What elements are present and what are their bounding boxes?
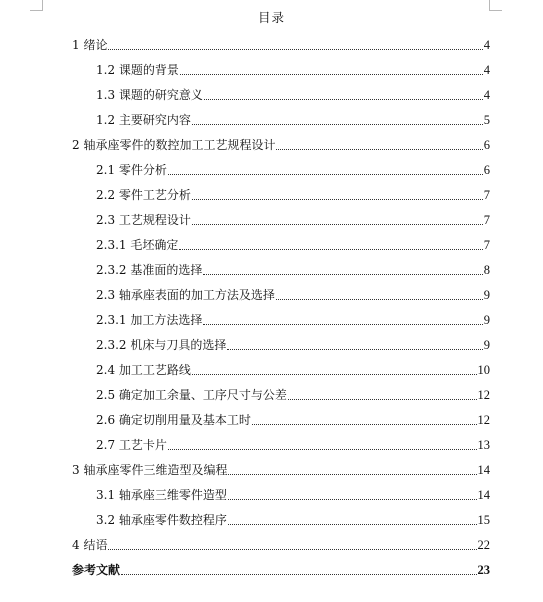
- toc-leader-dots: [252, 424, 477, 425]
- toc-entry-page-number: 4: [483, 88, 490, 102]
- toc-entry-label: 2 轴承座零件的数控加工工艺规程设计: [72, 138, 276, 152]
- toc-entry-page-number: 6: [483, 138, 490, 152]
- toc-entry[interactable]: [72, 105, 490, 130]
- toc-leader-dots: [276, 299, 483, 300]
- toc-entry[interactable]: [72, 455, 490, 480]
- toc-entry-page-number: 23: [477, 563, 490, 577]
- toc-entry-page-number: 10: [477, 363, 490, 377]
- toc-entry-page-number: 12: [477, 388, 490, 402]
- toc-entry-label: 2.3 工艺规程设计: [96, 213, 191, 227]
- toc-leader-dots: [192, 224, 483, 225]
- toc-entry-page-number: 8: [483, 263, 490, 277]
- toc-entry-label: 2.7 工艺卡片: [96, 438, 167, 452]
- toc-entry-page-number: 7: [483, 238, 490, 252]
- toc-entry-label: 1 绪论: [72, 38, 108, 52]
- toc-entry-page-number: 22: [477, 538, 490, 552]
- toc-leader-dots: [228, 474, 476, 475]
- toc-entry[interactable]: [72, 230, 490, 255]
- toc-entry-page-number: 7: [483, 213, 490, 227]
- toc-entry[interactable]: [72, 355, 490, 380]
- toc-leader-dots: [228, 524, 477, 525]
- toc-entry[interactable]: [72, 180, 490, 205]
- toc-entry-page-number: 7: [483, 188, 490, 202]
- toc-leader-dots: [168, 449, 477, 450]
- toc-entry-page-number: 9: [483, 313, 490, 327]
- toc-entry-page-number: 15: [477, 513, 490, 527]
- toc-entry-label: 2.3.2 机床与刀具的选择: [96, 338, 227, 352]
- toc-entry-label: 2.3.1 加工方法选择: [96, 313, 203, 327]
- toc-leader-dots: [228, 499, 477, 500]
- toc-entry-label: 参考文献: [72, 563, 121, 577]
- toc-entry[interactable]: [72, 405, 490, 430]
- toc-entry-page-number: 14: [477, 488, 490, 502]
- toc-leader-dots: [192, 374, 477, 375]
- toc-entry-label: 4 结语: [72, 538, 108, 552]
- toc-leader-dots: [108, 49, 482, 50]
- toc-entry[interactable]: [72, 55, 490, 80]
- toc-entry[interactable]: [72, 305, 490, 330]
- toc-entry[interactable]: [72, 155, 490, 180]
- toc-leader-dots: [203, 324, 482, 325]
- toc-entry-page-number: 13: [477, 438, 490, 452]
- toc-leader-dots: [227, 349, 482, 350]
- toc-entry[interactable]: [72, 130, 490, 155]
- toc-entry-page-number: 12: [477, 413, 490, 427]
- toc-entry-label: 3.2 轴承座零件数控程序: [96, 513, 227, 527]
- toc-leader-dots: [121, 574, 476, 575]
- toc-entry-label: 2.1 零件分析: [96, 163, 167, 177]
- table-of-contents: [72, 30, 490, 580]
- toc-entry-page-number: 6: [483, 163, 490, 177]
- toc-leader-dots: [180, 74, 483, 75]
- toc-entry-label: 2.2 零件工艺分析: [96, 188, 191, 202]
- toc-entry[interactable]: [72, 555, 490, 580]
- toc-leader-dots: [192, 199, 483, 200]
- toc-entry[interactable]: [72, 430, 490, 455]
- toc-entry[interactable]: [72, 255, 490, 280]
- toc-entry-label: 2.3.1 毛坯确定: [96, 238, 179, 252]
- toc-title: 目录: [257, 10, 285, 25]
- toc-entry[interactable]: [72, 280, 490, 305]
- toc-entry[interactable]: [72, 530, 490, 555]
- toc-entry-label: 3 轴承座零件三维造型及编程: [72, 463, 228, 477]
- toc-entry-page-number: 9: [483, 288, 490, 302]
- toc-leader-dots: [276, 149, 482, 150]
- toc-leader-dots: [192, 124, 483, 125]
- toc-leader-dots: [204, 99, 483, 100]
- toc-entry[interactable]: [72, 80, 490, 105]
- toc-entry[interactable]: [72, 205, 490, 230]
- toc-entry[interactable]: [72, 30, 490, 55]
- toc-entry-label: 2.6 确定切削用量及基本工时: [96, 413, 251, 427]
- toc-leader-dots: [288, 399, 477, 400]
- toc-entry-label: 1.2 课题的背景: [96, 63, 179, 77]
- toc-leader-dots: [108, 549, 476, 550]
- toc-entry-page-number: 4: [483, 38, 490, 52]
- toc-entry[interactable]: [72, 505, 490, 530]
- toc-entry-label: 1.3 课题的研究意义: [96, 88, 203, 102]
- toc-entry[interactable]: [72, 380, 490, 405]
- toc-entry[interactable]: [72, 330, 490, 355]
- toc-entry-page-number: 4: [483, 63, 490, 77]
- toc-entry-label: 2.5 确定加工余量、工序尺寸与公差: [96, 388, 287, 402]
- toc-leader-dots: [168, 174, 483, 175]
- toc-leader-dots: [203, 274, 482, 275]
- toc-entry-label: 1.2 主要研究内容: [96, 113, 191, 127]
- toc-entry-page-number: 9: [483, 338, 490, 352]
- toc-entry-label: 2.3 轴承座表面的加工方法及选择: [96, 288, 275, 302]
- toc-entry-label: 3.1 轴承座三维零件造型: [96, 488, 227, 502]
- toc-entry[interactable]: [72, 480, 490, 505]
- toc-leader-dots: [179, 249, 482, 250]
- toc-entry-label: 2.4 加工工艺路线: [96, 363, 191, 377]
- toc-entry-page-number: 5: [483, 113, 490, 127]
- toc-entry-page-number: 14: [477, 463, 490, 477]
- toc-entry-label: 2.3.2 基准面的选择: [96, 263, 203, 277]
